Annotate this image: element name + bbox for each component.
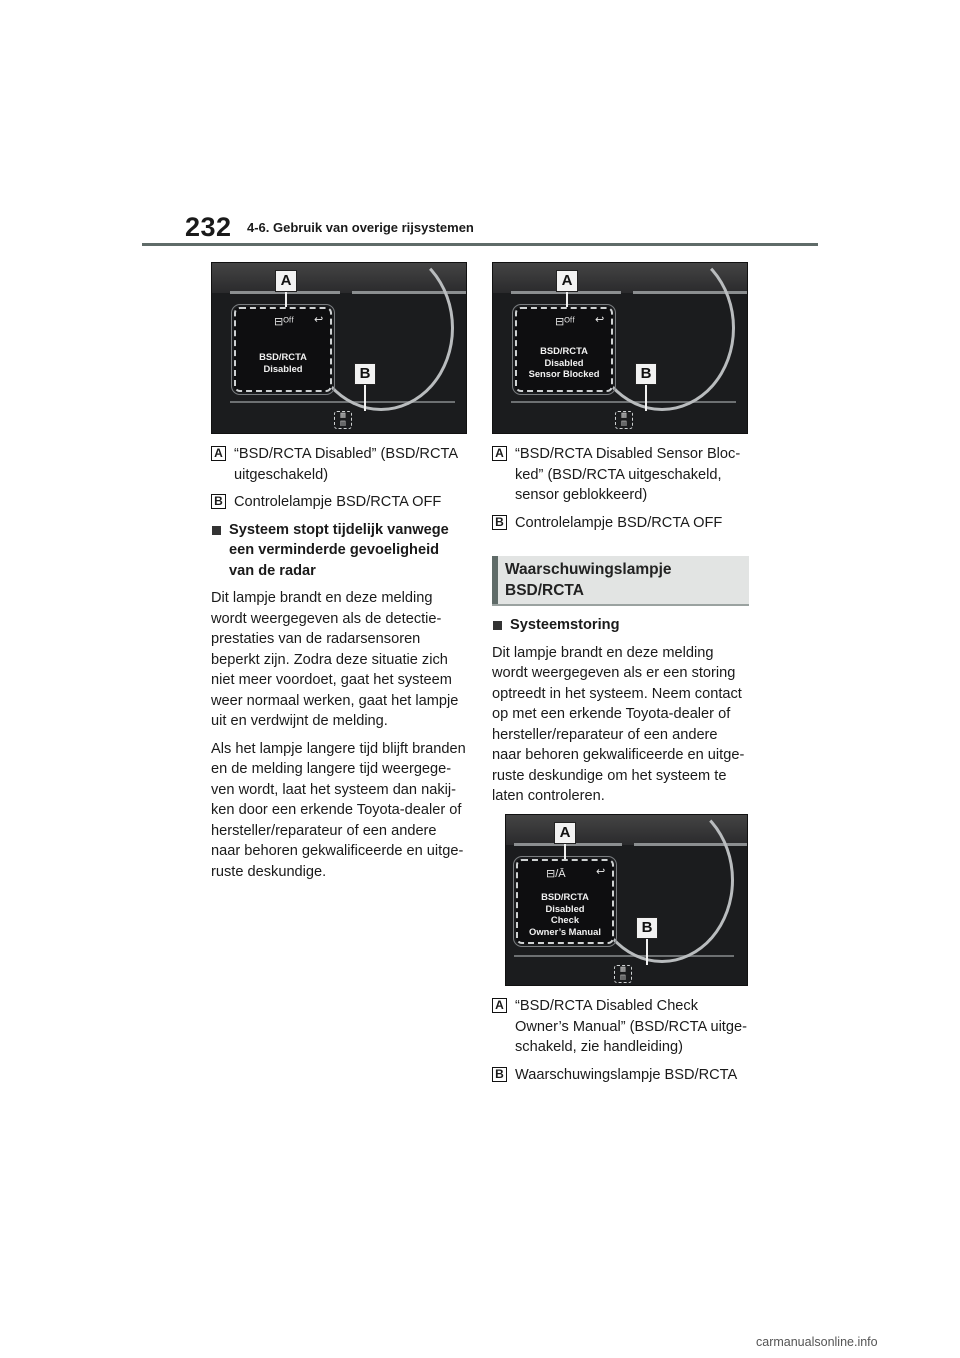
legend-text: “BSD/RCTA Disabled Check Owner’s Manual” (BSD/RCTA uitge-schakeld, zie handleiding) [515, 998, 747, 1055]
legend-item-a [492, 996, 747, 1058]
bsd-indicator-icon: ▦ ▤ [614, 965, 632, 983]
label-a-badge: A [492, 998, 507, 1013]
legend-text: Controlelampje BSD/RCTA OFF [234, 494, 442, 510]
section-heading-text: Waarschuwingslampje BSD/RCTA [505, 561, 672, 599]
label-a-badge: A [211, 446, 226, 461]
message-line: Disabled [263, 362, 303, 374]
callout-b: B [636, 917, 658, 939]
dashboard-figure-1 [211, 262, 467, 434]
message-panel [515, 307, 613, 392]
page-number: 232 [185, 212, 232, 242]
section-title: 4-6. Gebruik van overige rijsystemen [247, 220, 474, 235]
legend-text: “BSD/RCTA Disabled Sensor Bloc-ked” (BSD/RCTA uitgeschakeld, sensor geblokkeerd) [515, 446, 741, 503]
right-column-middle [492, 615, 747, 814]
back-arrow-icon: ↩ [596, 866, 606, 878]
watermark: carmanualsonline.info [756, 1335, 878, 1349]
bsd-indicator-icon: ▦ ▤ [334, 411, 352, 429]
subheading: Systeemstoring [492, 615, 747, 636]
dashboard-figure-3 [505, 814, 748, 986]
legend-item-a [211, 444, 466, 485]
bsd-off-icon: ⊟ᴼᶠᶠ [274, 316, 294, 328]
message-line: Sensor Blocked [528, 368, 600, 379]
legend-item-b [492, 1065, 747, 1086]
back-arrow-icon: ↩ [595, 314, 605, 326]
callout-a: A [275, 270, 297, 292]
paragraph: Als het lampje langere tijd blijft branden en de melding langere tijd weergege-ven wordt, laat het systeem dan nakij-ken door een erkende Toyota-dealer of hersteller/reparateur of een andere naar behoren gekwalificeerde en uitge-ruste deskundige. [211, 740, 466, 880]
right-column-bottom [492, 996, 747, 1092]
bsd-off-icon: ⊟ᴼᶠᶠ [555, 316, 575, 328]
header-divider [142, 243, 818, 246]
label-b-badge: B [211, 494, 226, 509]
label-b-badge: B [492, 1067, 507, 1082]
callout-a: A [556, 270, 578, 292]
label-b-badge: B [492, 515, 507, 530]
message-line: BSD/RCTA [540, 345, 588, 356]
dashboard-figure-2 [492, 262, 748, 434]
message-line: Disabled [544, 356, 584, 368]
message-line: BSD/RCTA [259, 351, 307, 362]
message-line: Disabled [545, 902, 585, 914]
label-a-badge: A [492, 446, 507, 461]
subheading: Systeem stopt tijdelijk vanwege een verminderde gevoeligheid van de radar [211, 520, 466, 582]
left-column [211, 444, 466, 889]
message-panel [516, 859, 614, 944]
message-line: Check [550, 914, 580, 925]
message-line: BSD/RCTA [541, 891, 589, 902]
right-column-top [492, 444, 747, 540]
legend-item-b [211, 492, 466, 513]
message-panel [234, 307, 332, 392]
legend-item-a [492, 444, 747, 506]
legend-text: “BSD/RCTA Disabled” (BSD/RCTA uitgeschakeld) [234, 446, 458, 483]
legend-text: Controlelampje BSD/RCTA OFF [515, 514, 723, 531]
paragraph: Dit lampje brandt en deze melding wordt weergegeven als de detectie-prestaties van de radarsensoren beperkt zijn. Zodra deze situatie zich niet meer voordoet, gaat het systeem weer normaal werken, gaat het lampje uit en verdwijnt de melding. [211, 590, 459, 729]
bsd-indicator-icon: ▦ ▤ [615, 411, 633, 429]
legend-item-b [492, 513, 747, 534]
callout-b: B [635, 363, 657, 385]
bsd-off-icon: ⊟/Ā [546, 868, 566, 880]
callout-a: A [554, 822, 576, 844]
paragraph: Dit lampje brandt en deze melding wordt weergegeven als er een storing optreedt in het systeem. Neem contact op met een erkende Toyota-dealer of hersteller/reparateur of een andere naar behoren gekwalificeerde en uitge-ruste deskundige om het systeem te laten controleren. [492, 644, 745, 804]
back-arrow-icon: ↩ [314, 314, 324, 326]
legend-text: Waarschuwingslampje BSD/RCTA [515, 1066, 738, 1083]
callout-b: B [354, 363, 376, 385]
message-line: Owner’s Manual [529, 925, 601, 937]
section-heading [492, 556, 749, 606]
